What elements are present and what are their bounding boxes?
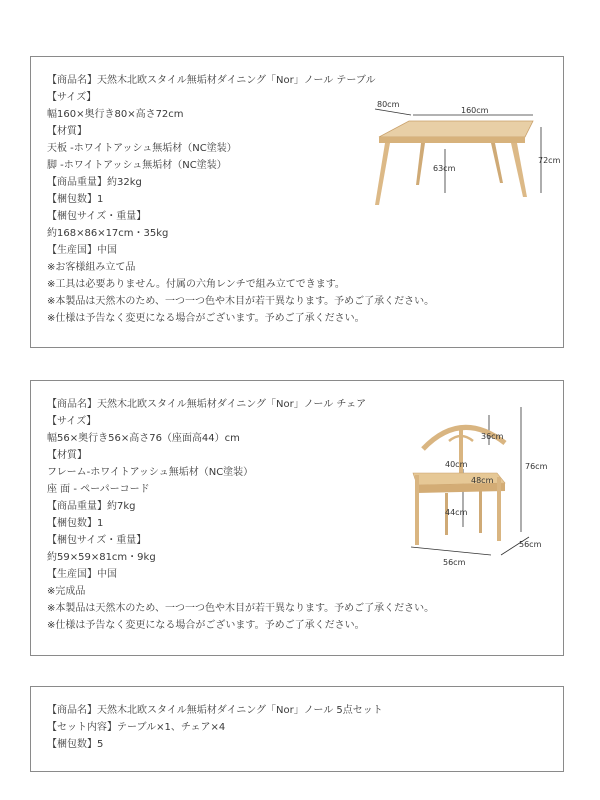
chair-spec-text bbox=[47, 396, 434, 634]
chair-seat-height-label: 44cm bbox=[445, 508, 468, 517]
spec-line: 【商品名】天然木北欧スタイル無垢材ダイニング「Nor」ノール テーブル bbox=[47, 75, 376, 86]
spec-line: ※仕様は予告なく変更になる場合がございます。予めご了承ください。 bbox=[47, 620, 365, 631]
spec-line: 幅56×奥行き56×高さ76（座面高44）cm bbox=[47, 433, 240, 444]
spec-line: 【梱包サイズ・重量】 bbox=[47, 535, 147, 546]
spec-line: 【商品名】天然木北欧スタイル無垢材ダイニング「Nor」ノール 5点セット bbox=[47, 705, 383, 716]
spec-line: 天板 -ホワイトアッシュ無垢材（NC塗装） bbox=[47, 143, 237, 154]
spec-line: 【生産国】中国 bbox=[47, 569, 117, 580]
set-spec-box bbox=[30, 686, 564, 772]
spec-line: 【商品重量】約7kg bbox=[47, 501, 136, 512]
spec-line: 【商品名】天然木北欧スタイル無垢材ダイニング「Nor」ノール チェア bbox=[47, 399, 367, 410]
spec-line: 幅160×奥行き80×高さ72cm bbox=[47, 109, 184, 120]
table-depth-label: 80cm bbox=[377, 100, 400, 109]
spec-line: ※工具は必要ありません。付属の六角レンチで組み立てできます。 bbox=[47, 279, 345, 290]
spec-line: 【材質】 bbox=[47, 126, 87, 137]
chair-width-label: 56cm bbox=[443, 558, 466, 567]
table-illustration bbox=[361, 93, 561, 213]
spec-line: 【セット内容】テーブル×1、チェア×4 bbox=[47, 722, 226, 733]
chair-spec-box bbox=[30, 380, 564, 656]
chair-back-label: 36cm bbox=[481, 432, 504, 441]
spec-line: 【梱包数】5 bbox=[47, 739, 104, 750]
spec-line: ※仕様は予告なく変更になる場合がございます。予めご了承ください。 bbox=[47, 313, 365, 324]
chair-height-label: 76cm bbox=[525, 462, 548, 471]
table-leg-label: 63cm bbox=[433, 164, 456, 173]
spec-line: 脚 -ホワイトアッシュ無垢材（NC塗装） bbox=[47, 160, 227, 171]
chair-illustration bbox=[401, 397, 561, 567]
chair-seat-label: 48cm bbox=[471, 476, 494, 485]
spec-line: 【梱包数】1 bbox=[47, 518, 104, 529]
table-height-label: 72cm bbox=[538, 156, 561, 165]
spec-line: 【梱包数】1 bbox=[47, 194, 104, 205]
spec-line: ※本製品は天然木のため、一つ一つ色や木目が若干異なります。予めご了承ください。 bbox=[47, 603, 435, 614]
spec-line: 座 面 - ペーパーコード bbox=[47, 484, 150, 495]
table-width-label: 160cm bbox=[461, 106, 489, 115]
spec-line: 【商品重量】約32kg bbox=[47, 177, 142, 188]
set-spec-text bbox=[47, 702, 383, 753]
spec-line: 【材質】 bbox=[47, 450, 87, 461]
spec-line: ※お客様組み立て品 bbox=[47, 262, 136, 273]
spec-line: 【生産国】中国 bbox=[47, 245, 117, 256]
spec-line: 約168×86×17cm・35kg bbox=[47, 228, 169, 239]
spec-line: 約59×59×81cm・9kg bbox=[47, 552, 156, 563]
spec-line: 【サイズ】 bbox=[47, 416, 97, 427]
spec-line: 【梱包サイズ・重量】 bbox=[47, 211, 147, 222]
table-spec-box bbox=[30, 56, 564, 348]
chair-depth-label: 56cm bbox=[519, 540, 542, 549]
spec-line: ※本製品は天然木のため、一つ一つ色や木目が若干異なります。予めご了承ください。 bbox=[47, 296, 435, 307]
chair-arm-label: 40cm bbox=[445, 460, 468, 469]
spec-line: ※完成品 bbox=[47, 586, 86, 597]
spec-line: フレーム-ホワイトアッシュ無垢材（NC塗装） bbox=[47, 467, 254, 478]
spec-line: 【サイズ】 bbox=[47, 92, 97, 103]
